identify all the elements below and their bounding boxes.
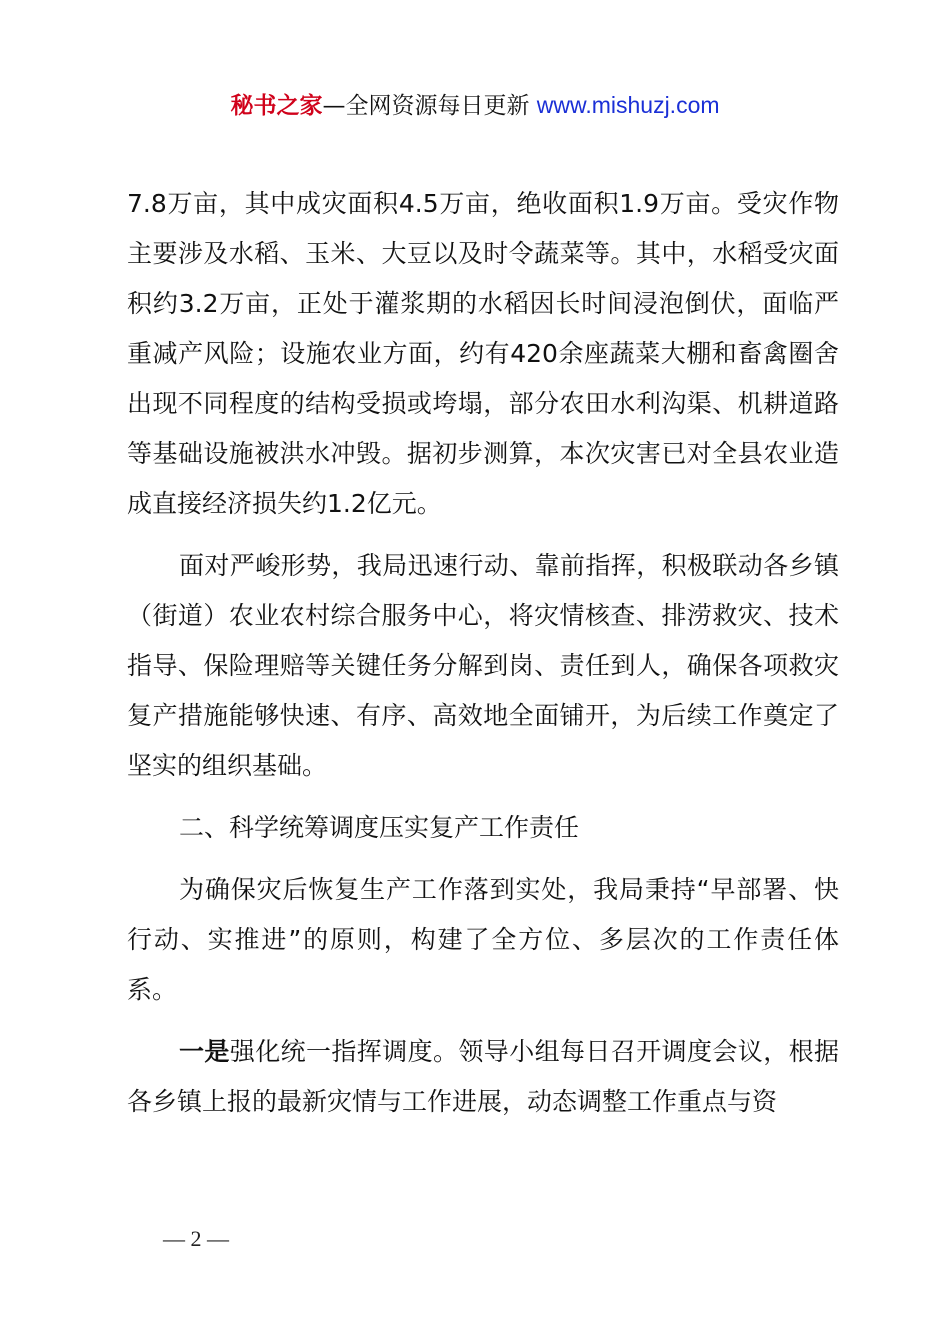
- paragraph-emergency-response: 面对严峻形势，我局迅速行动、靠前指挥，积极联动各乡镇（街道）农业农村综合服务中心，将灾情核查、排涝救灾、技术指导、保险理赔等关键任务分解到岗、责任到人，确保各项救灾复产措施能够快速、有序、高效地全面铺开，为后续工作奠定了坚实的组织基础。: [127, 551, 839, 780]
- section-heading: 二、科学统筹调度压实复产工作责任: [179, 813, 580, 842]
- paragraph-first-measure: [127, 1027, 839, 1127]
- document-body: [127, 179, 839, 1139]
- paragraph-disaster-losses: 7.8万亩，其中成灾面积4.5万亩，绝收面积1.9万亩。受灾作物主要涉及水稻、玉米、大豆以及时令蔬菜等。其中，水稻受灾面积约3.2万亩，正处于灌浆期的水稻因长时间浸泡倒伏，面临严重减产风险；设施农业方面，约有420余座蔬菜大棚和畜禽圈舍出现不同程度的结构受损或垮塌，部分农田水利沟渠、机耕道路等基础设施被洪水冲毁。据初步测算，本次灾害已对全县农业造成直接经济损失约1.2亿元。: [127, 189, 839, 518]
- header-tagline: —全网资源每日更新: [322, 93, 537, 119]
- paragraph-responsibility-system: 为确保灾后恢复生产工作落到实处，我局秉持“早部署、快行动、实推进”的原则，构建了全方位、多层次的工作责任体系。: [127, 875, 839, 1004]
- first-measure-text: 强化统一指挥调度。领导小组每日召开调度会议，根据各乡镇上报的最新灾情与工作进展，动态调整工作重点与资: [127, 1037, 839, 1116]
- page-number: — 2 —: [163, 1226, 229, 1251]
- brand-name: 秘书之家: [230, 93, 323, 119]
- first-measure-lead: 一是: [179, 1037, 230, 1066]
- site-watermark-header: [0, 88, 950, 123]
- site-url-link[interactable]: www.mishuzj.com: [536, 92, 720, 118]
